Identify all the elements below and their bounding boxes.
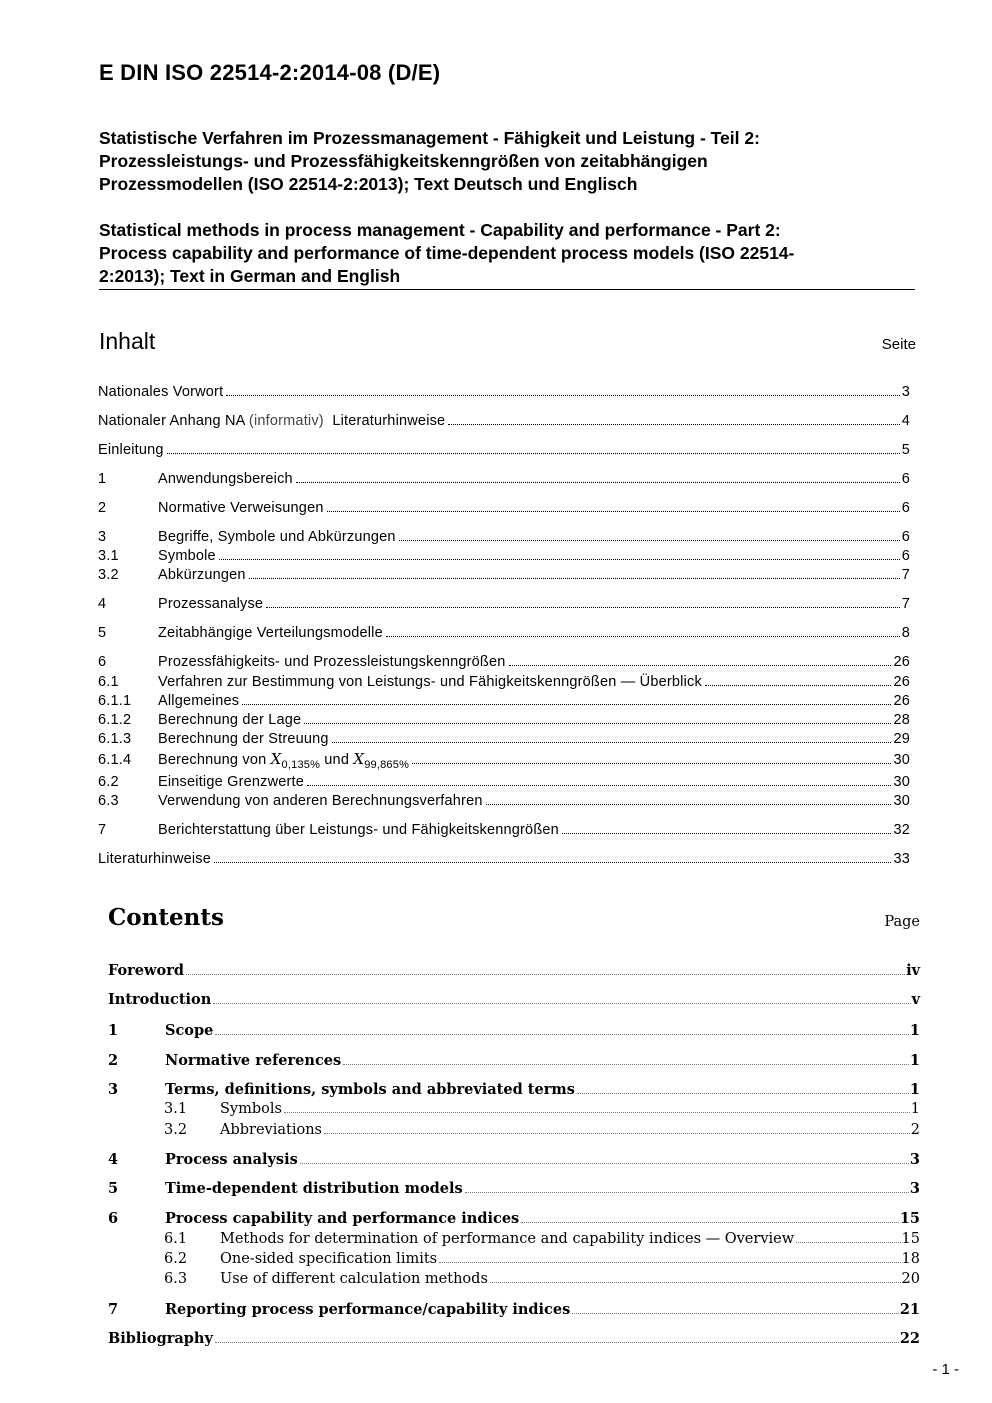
toc-entry-page: 30: [893, 752, 910, 768]
toc-entry[interactable]: [98, 529, 910, 549]
toc-entry[interactable]: [98, 674, 910, 694]
toc-entry[interactable]: [108, 991, 920, 1011]
toc-entry[interactable]: [98, 731, 910, 751]
toc-entry[interactable]: [98, 693, 910, 713]
toc-entry-title: Literaturhinweise: [98, 851, 212, 867]
title-line: Statistical methods in process management - Capability and performance - Part 2:: [99, 220, 781, 240]
toc-entry-page: 1: [909, 1052, 920, 1069]
toc-entry[interactable]: [98, 471, 910, 491]
toc-leader-dots: [284, 1112, 910, 1113]
toc-annex-label: Nationaler Anhang NA: [98, 413, 245, 429]
toc-leader-dots: [796, 1242, 900, 1243]
toc-annex-note: (informativ): [248, 413, 324, 429]
toc-entry-page: 33: [893, 851, 910, 867]
toc-entry[interactable]: [98, 596, 910, 616]
toc-entry-title: Berechnung der Streuung: [158, 731, 329, 747]
toc-entry-title: Bibliography: [108, 1330, 213, 1347]
toc-entry[interactable]: [108, 1301, 920, 1321]
toc-entry[interactable]: [98, 413, 910, 433]
toc-entry-title: Process analysis: [165, 1151, 298, 1168]
toc-entry-title: Scope: [165, 1022, 214, 1039]
toc-entry-number: 3.2: [98, 567, 119, 583]
toc-entry-number: 3.2: [164, 1122, 188, 1138]
title-line: 2:2013); Text in German and English: [99, 266, 401, 286]
toc-entry-number: 6.1.2: [98, 712, 132, 728]
toc-entry-page: 20: [901, 1271, 920, 1287]
toc-entry-title: Methods for determination of performance and capability indices — Overview: [220, 1231, 795, 1247]
toc-entry-page: 3: [909, 1180, 920, 1197]
toc-leader-dots: [215, 1342, 899, 1343]
toc-leader-dots: [300, 1163, 909, 1164]
toc-leader-dots: [226, 395, 899, 396]
toc-entry-page: 3: [909, 1151, 920, 1168]
toc-entry-title: Abkürzungen: [158, 567, 246, 583]
toc-leader-dots: [219, 559, 900, 560]
toc-entry-title: Begriffe, Symbole und Abkürzungen: [158, 529, 396, 545]
toc-entry-page: 32: [893, 822, 910, 838]
toc-formula-prefix: Berechnung von: [158, 752, 267, 768]
toc-entry-title: Nationales Vorwort: [98, 384, 224, 400]
toc-entry-page: 30: [893, 774, 910, 790]
toc-leader-dots: [705, 685, 892, 686]
toc-leader-dots: [562, 833, 892, 834]
toc-entry-title: Einseitige Grenzwerte: [158, 774, 305, 790]
toc-leader-dots: [167, 453, 900, 454]
toc-leader-dots: [214, 862, 891, 863]
toc-entry-title: Prozessanalyse: [158, 596, 264, 612]
toc-entry-page: 5: [901, 442, 910, 458]
toc-leader-dots: [324, 1133, 910, 1134]
toc-entry-number: 7: [108, 1301, 119, 1318]
title-german: [99, 127, 919, 196]
toc-leader-dots: [509, 665, 892, 666]
toc-entry-number: 5: [98, 625, 107, 641]
toc-entry[interactable]: [108, 1271, 920, 1291]
toc-entry-title: Time-dependent distribution models: [165, 1180, 463, 1197]
toc-entry-number: 6.1.3: [98, 731, 132, 747]
toc-entry-title: Symbole: [158, 548, 216, 564]
toc-entry-page: 1: [910, 1101, 920, 1117]
toc-entry-page: 28: [893, 712, 910, 728]
toc-leader-dots: [242, 704, 891, 705]
toc-entry-number: 7: [98, 822, 107, 838]
toc-entry[interactable]: [98, 712, 910, 732]
toc-entry-number: 4: [98, 596, 107, 612]
toc-entry-title: Normative references: [165, 1052, 342, 1069]
toc-formula-conjunction: und: [324, 752, 350, 768]
toc-entry-title: Process capability and performance indices: [165, 1210, 520, 1227]
toc-entry-title: Anwendungsbereich: [158, 471, 293, 487]
toc-entry-number: 3.1: [164, 1101, 188, 1117]
toc-entry-number: 2: [98, 500, 107, 516]
toc-leader-dots: [307, 785, 891, 786]
toc-entry-number: 3: [108, 1081, 119, 1098]
toc-leader-dots: [490, 1282, 901, 1283]
title-line: Prozessleistungs- und Prozessfähigkeitskenngrößen von zeitabhängigen: [99, 151, 708, 171]
toc-entry-page: iv: [906, 962, 920, 979]
toc-leader-dots: [343, 1064, 909, 1065]
toc-leader-dots: [327, 511, 900, 512]
toc-entry-title: Abbreviations: [220, 1122, 322, 1138]
toc-entry[interactable]: [98, 567, 910, 587]
toc-entry-title: Verwendung von anderen Berechnungsverfahren: [158, 793, 483, 809]
document-id: E DIN ISO 22514-2:2014-08 (D/E): [99, 60, 441, 85]
toc-entry[interactable]: [108, 1122, 920, 1142]
toc-entry-page: 6: [901, 529, 910, 545]
toc-entry[interactable]: [108, 1081, 920, 1101]
title-line: Prozessmodellen (ISO 22514-2:2013); Text Deutsch und Englisch: [99, 174, 638, 194]
toc-entry-page: 22: [899, 1330, 920, 1347]
toc-entry[interactable]: [108, 962, 920, 982]
toc-entry[interactable]: [98, 774, 910, 794]
toc-entry-number: 2: [108, 1052, 119, 1069]
toc-entry-page: 3: [901, 384, 910, 400]
toc-leader-dots: [399, 540, 900, 541]
toc-entry-title: Foreword: [108, 962, 184, 979]
toc-leader-dots: [386, 636, 900, 637]
toc-entry-page: 2: [910, 1122, 920, 1138]
toc-entry-number: 6.3: [164, 1271, 188, 1287]
toc-entry-title: Verfahren zur Bestimmung von Leistungs- und Fähigkeitskenngrößen — Überblick: [158, 674, 702, 690]
toc-entry-title: Terms, definitions, symbols and abbreviated terms: [165, 1081, 575, 1098]
toc-leader-dots: [486, 804, 892, 805]
toc-entry-title: Berichterstattung über Leistungs- und Fähigkeitskenngrößen: [158, 822, 559, 838]
toc-entry-title: Allgemeines: [158, 693, 240, 709]
toc-entry-page: 1: [909, 1022, 920, 1039]
toc-entry[interactable]: [98, 548, 910, 568]
toc-entry[interactable]: [108, 1210, 920, 1230]
formula-variable: X: [353, 750, 365, 768]
toc-entry-number: 6: [108, 1210, 119, 1227]
toc-entry-title: Berechnung der Lage: [158, 712, 302, 728]
toc-annex-title: Literaturhinweise: [332, 413, 446, 429]
toc-entry-page: 26: [893, 654, 910, 670]
toc-entry-title: Normative Verweisungen: [158, 500, 324, 516]
toc-entry-number: 6.1: [98, 674, 119, 690]
toc-entry-page: 6: [901, 500, 910, 516]
toc-entry[interactable]: [98, 851, 910, 871]
toc-entry-page: 21: [899, 1301, 920, 1318]
toc-entry[interactable]: [108, 1251, 920, 1271]
toc-entry-number: 6.1: [164, 1231, 188, 1247]
toc-entry[interactable]: [98, 822, 910, 842]
toc-entry-page: 8: [901, 625, 910, 641]
toc-entry-title: Reporting process performance/capability indices: [165, 1301, 571, 1318]
toc-entry-page: 1: [909, 1081, 920, 1098]
toc-leader-dots: [465, 1192, 909, 1193]
toc-en-heading: Contents: [108, 904, 224, 931]
toc-entry-number: 6.1.4: [98, 752, 132, 768]
toc-entry-page: 7: [901, 567, 910, 583]
toc-leader-dots: [213, 1003, 910, 1004]
toc-entry[interactable]: [98, 750, 910, 770]
toc-entry[interactable]: [108, 1151, 920, 1171]
title-divider: [99, 289, 915, 290]
toc-entry-number: 6: [98, 654, 107, 670]
formula-variable: X: [270, 750, 282, 768]
toc-entry[interactable]: [98, 654, 910, 674]
toc-leader-dots: [577, 1093, 909, 1094]
toc-leader-dots: [439, 1262, 900, 1263]
toc-entry[interactable]: [98, 442, 910, 462]
toc-leader-dots: [304, 723, 891, 724]
page-number: - 1 -: [932, 1361, 959, 1378]
title-line: Process capability and performance of time-dependent process models (ISO 22514-: [99, 243, 795, 263]
toc-entry-number: 6.2: [164, 1251, 188, 1267]
toc-de-heading: Inhalt: [99, 328, 156, 354]
toc-leader-dots: [412, 763, 891, 764]
toc-entry[interactable]: [98, 793, 910, 813]
toc-leader-dots: [332, 742, 892, 743]
toc-entry-title: Zeitabhängige Verteilungsmodelle: [158, 625, 383, 641]
toc-entry-page: v: [911, 991, 920, 1008]
toc-entry-page: 15: [899, 1210, 920, 1227]
toc-entry-page: 6: [901, 548, 910, 564]
toc-entry-title: [158, 750, 409, 771]
toc-entry-page: 7: [901, 596, 910, 612]
toc-leader-dots: [448, 424, 899, 425]
toc-de-page-label: Seite: [881, 336, 916, 353]
toc-entry[interactable]: [108, 1052, 920, 1072]
toc-leader-dots: [296, 482, 900, 483]
toc-entry-number: 3.1: [98, 548, 119, 564]
toc-entry[interactable]: [108, 1180, 920, 1200]
toc-leader-dots: [215, 1034, 909, 1035]
toc-entry-number: 6.1.1: [98, 693, 132, 709]
toc-entry-number: 1: [108, 1022, 119, 1039]
toc-entry-page: 18: [901, 1251, 920, 1267]
toc-entry-number: 4: [108, 1151, 119, 1168]
toc-entry-page: 26: [893, 674, 910, 690]
toc-entry-title: Einleitung: [98, 442, 164, 458]
toc-entry[interactable]: [108, 1330, 920, 1350]
toc-leader-dots: [572, 1313, 899, 1314]
toc-entry[interactable]: [108, 1022, 920, 1042]
formula-subscript: 99,865%: [364, 758, 410, 771]
toc-entry-page: 29: [893, 731, 910, 747]
toc-entry-number: 1: [98, 471, 107, 487]
toc-entry-title: Use of different calculation methods: [220, 1271, 488, 1287]
toc-entry-number: 5: [108, 1180, 119, 1197]
toc-leader-dots: [249, 578, 900, 579]
toc-entry[interactable]: [108, 1231, 920, 1251]
toc-entry-title: [98, 413, 445, 429]
toc-entry[interactable]: [108, 1101, 920, 1121]
toc-entry-number: 6.2: [98, 774, 119, 790]
toc-entry-title: Symbols: [220, 1101, 282, 1117]
toc-leader-dots: [186, 974, 905, 975]
toc-leader-dots: [521, 1222, 899, 1223]
toc-entry-number: 3: [98, 529, 107, 545]
title-english: [99, 219, 919, 288]
toc-entry-page: 6: [901, 471, 910, 487]
toc-entry-title: Introduction: [108, 991, 212, 1008]
toc-entry[interactable]: [98, 625, 910, 645]
toc-entry-page: 26: [893, 693, 910, 709]
toc-entry[interactable]: [98, 384, 910, 404]
toc-entry[interactable]: [98, 500, 910, 520]
toc-entry-title: One-sided specification limits: [220, 1251, 438, 1267]
toc-en-page-label: Page: [884, 914, 920, 930]
toc-entry-number: 6.3: [98, 793, 119, 809]
toc-entry-page: 15: [901, 1231, 920, 1247]
title-line: Statistische Verfahren im Prozessmanagement - Fähigkeit und Leistung - Teil 2:: [99, 128, 760, 148]
toc-entry-title: Prozessfähigkeits- und Prozessleistungskenngrößen: [158, 654, 506, 670]
toc-entry-page: 30: [893, 793, 910, 809]
formula-subscript: 0,135%: [281, 758, 321, 771]
toc-leader-dots: [266, 607, 900, 608]
toc-entry-page: 4: [901, 413, 910, 429]
